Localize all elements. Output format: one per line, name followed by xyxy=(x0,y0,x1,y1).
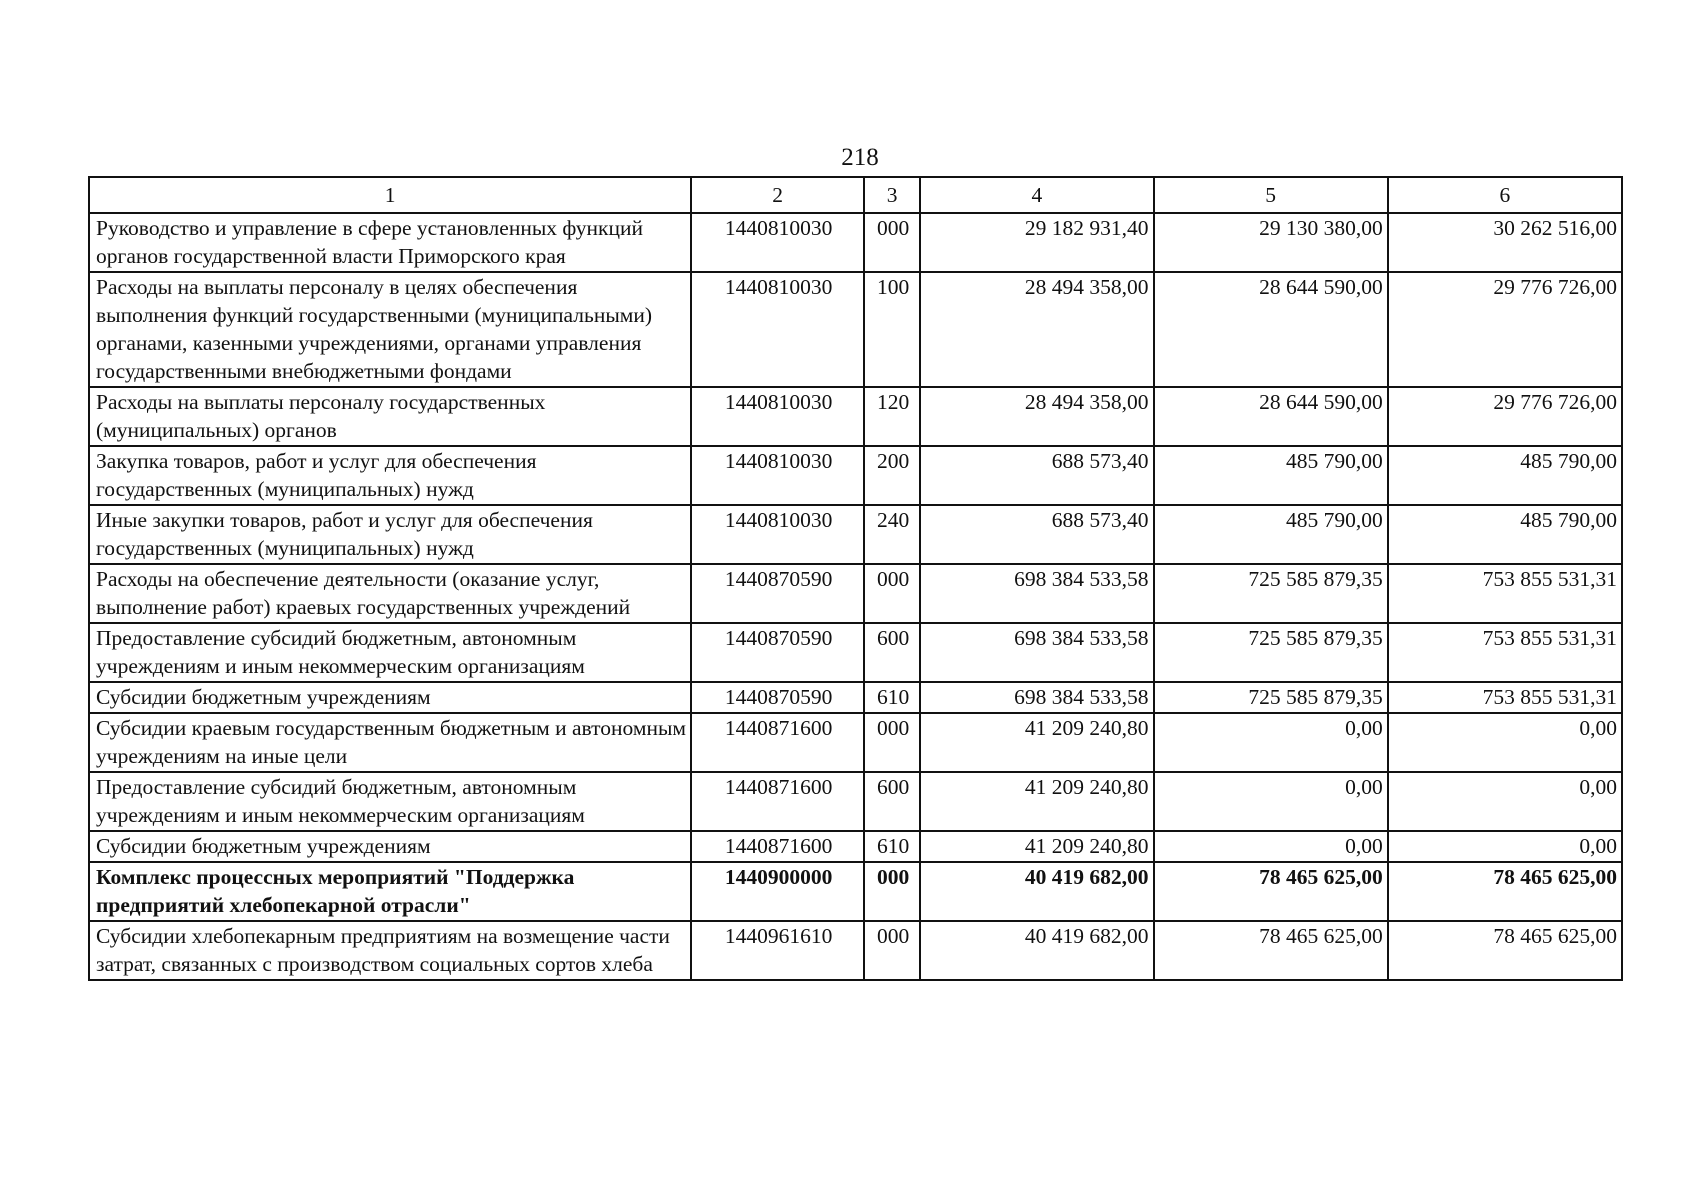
column-header: 6 xyxy=(1388,177,1622,213)
row-amount-3-cell: 78 465 625,00 xyxy=(1388,862,1622,921)
row-amount-1-cell: 41 209 240,80 xyxy=(920,772,1153,831)
row-amount-3-cell: 753 855 531,31 xyxy=(1388,682,1622,713)
row-amount-3-cell: 30 262 516,00 xyxy=(1388,213,1622,272)
row-amount-3-cell: 0,00 xyxy=(1388,713,1622,772)
row-expense-type-cell: 200 xyxy=(864,446,920,505)
row-name-cell: Закупка товаров, работ и услуг для обеспечения государственных (муниципальных) нужд xyxy=(89,446,691,505)
row-amount-1-cell: 41 209 240,80 xyxy=(920,713,1153,772)
table-row xyxy=(89,564,1622,623)
row-name-cell: Руководство и управление в сфере установленных функций органов государственной власти Приморского края xyxy=(89,213,691,272)
row-expense-type-cell: 000 xyxy=(864,862,920,921)
row-amount-1-cell: 41 209 240,80 xyxy=(920,831,1153,862)
row-amount-2-cell: 0,00 xyxy=(1154,713,1388,772)
row-code-cell: 1440871600 xyxy=(691,831,864,862)
column-header: 3 xyxy=(864,177,920,213)
row-code-cell: 1440870590 xyxy=(691,623,864,682)
table-header-row xyxy=(89,177,1622,213)
row-code-cell: 1440870590 xyxy=(691,564,864,623)
row-amount-1-cell: 688 573,40 xyxy=(920,505,1153,564)
row-code-cell: 1440871600 xyxy=(691,772,864,831)
row-name-cell: Субсидии хлебопекарным предприятиям на возмещение части затрат, связанных с производством социальных сортов хлеба xyxy=(89,921,691,980)
row-name-cell: Субсидии бюджетным учреждениям xyxy=(89,831,691,862)
row-amount-2-cell: 725 585 879,35 xyxy=(1154,623,1388,682)
table-row xyxy=(89,831,1622,862)
row-name-cell: Иные закупки товаров, работ и услуг для обеспечения государственных (муниципальных) нужд xyxy=(89,505,691,564)
table-row xyxy=(89,862,1622,921)
row-expense-type-cell: 000 xyxy=(864,564,920,623)
row-expense-type-cell: 240 xyxy=(864,505,920,564)
row-amount-2-cell: 485 790,00 xyxy=(1154,505,1388,564)
row-amount-2-cell: 0,00 xyxy=(1154,831,1388,862)
row-expense-type-cell: 610 xyxy=(864,682,920,713)
row-code-cell: 1440810030 xyxy=(691,272,864,387)
table-row xyxy=(89,921,1622,980)
row-expense-type-cell: 000 xyxy=(864,713,920,772)
row-amount-1-cell: 698 384 533,58 xyxy=(920,623,1153,682)
row-amount-1-cell: 698 384 533,58 xyxy=(920,682,1153,713)
row-amount-3-cell: 485 790,00 xyxy=(1388,505,1622,564)
row-amount-2-cell: 78 465 625,00 xyxy=(1154,921,1388,980)
row-name-cell: Субсидии краевым государственным бюджетным и автономным учреждениям на иные цели xyxy=(89,713,691,772)
table-row xyxy=(89,446,1622,505)
row-code-cell: 1440810030 xyxy=(691,387,864,446)
row-amount-3-cell: 0,00 xyxy=(1388,831,1622,862)
row-amount-3-cell: 0,00 xyxy=(1388,772,1622,831)
row-amount-2-cell: 485 790,00 xyxy=(1154,446,1388,505)
row-code-cell: 1440810030 xyxy=(691,446,864,505)
row-amount-1-cell: 29 182 931,40 xyxy=(920,213,1153,272)
table-row xyxy=(89,623,1622,682)
table-row xyxy=(89,505,1622,564)
row-code-cell: 1440900000 xyxy=(691,862,864,921)
row-expense-type-cell: 000 xyxy=(864,213,920,272)
table-row xyxy=(89,387,1622,446)
row-expense-type-cell: 100 xyxy=(864,272,920,387)
row-name-cell: Расходы на обеспечение деятельности (оказание услуг, выполнение работ) краевых государственных учреждений xyxy=(89,564,691,623)
row-amount-1-cell: 688 573,40 xyxy=(920,446,1153,505)
row-amount-3-cell: 78 465 625,00 xyxy=(1388,921,1622,980)
row-name-cell: Предоставление субсидий бюджетным, автономным учреждениям и иным некоммерческим организациям xyxy=(89,772,691,831)
row-amount-3-cell: 753 855 531,31 xyxy=(1388,564,1622,623)
table-row xyxy=(89,682,1622,713)
row-name-cell: Субсидии бюджетным учреждениям xyxy=(89,682,691,713)
row-amount-2-cell: 725 585 879,35 xyxy=(1154,682,1388,713)
page-number: 218 xyxy=(841,144,879,171)
row-amount-2-cell: 0,00 xyxy=(1154,772,1388,831)
row-amount-2-cell: 29 130 380,00 xyxy=(1154,213,1388,272)
row-expense-type-cell: 120 xyxy=(864,387,920,446)
row-name-cell: Предоставление субсидий бюджетным, автономным учреждениям и иным некоммерческим организациям xyxy=(89,623,691,682)
row-amount-2-cell: 28 644 590,00 xyxy=(1154,387,1388,446)
row-name-cell: Расходы на выплаты персоналу в целях обеспечения выполнения функций государственными (муниципальными) органами, казенными учреждениями, органами управления государственными внебюджетными фондами xyxy=(89,272,691,387)
row-expense-type-cell: 610 xyxy=(864,831,920,862)
row-amount-3-cell: 485 790,00 xyxy=(1388,446,1622,505)
table-row xyxy=(89,772,1622,831)
table-body xyxy=(89,213,1622,980)
table-row xyxy=(89,713,1622,772)
row-amount-3-cell: 753 855 531,31 xyxy=(1388,623,1622,682)
row-code-cell: 1440871600 xyxy=(691,713,864,772)
table-row xyxy=(89,272,1622,387)
row-expense-type-cell: 600 xyxy=(864,772,920,831)
row-amount-2-cell: 28 644 590,00 xyxy=(1154,272,1388,387)
row-code-cell: 1440810030 xyxy=(691,505,864,564)
row-code-cell: 1440870590 xyxy=(691,682,864,713)
row-code-cell: 1440961610 xyxy=(691,921,864,980)
row-amount-1-cell: 28 494 358,00 xyxy=(920,387,1153,446)
row-name-cell: Комплекс процессных мероприятий "Поддержка предприятий хлебопекарной отрасли" xyxy=(89,862,691,921)
row-code-cell: 1440810030 xyxy=(691,213,864,272)
row-amount-3-cell: 29 776 726,00 xyxy=(1388,387,1622,446)
table-row xyxy=(89,213,1622,272)
column-header: 1 xyxy=(89,177,691,213)
row-amount-1-cell: 28 494 358,00 xyxy=(920,272,1153,387)
row-amount-2-cell: 725 585 879,35 xyxy=(1154,564,1388,623)
row-amount-3-cell: 29 776 726,00 xyxy=(1388,272,1622,387)
row-amount-1-cell: 40 419 682,00 xyxy=(920,921,1153,980)
row-expense-type-cell: 600 xyxy=(864,623,920,682)
row-expense-type-cell: 000 xyxy=(864,921,920,980)
row-amount-1-cell: 40 419 682,00 xyxy=(920,862,1153,921)
row-amount-2-cell: 78 465 625,00 xyxy=(1154,862,1388,921)
row-name-cell: Расходы на выплаты персоналу государственных (муниципальных) органов xyxy=(89,387,691,446)
column-header: 2 xyxy=(691,177,864,213)
column-header: 5 xyxy=(1154,177,1388,213)
budget-table xyxy=(88,176,1623,981)
column-header: 4 xyxy=(920,177,1153,213)
row-amount-1-cell: 698 384 533,58 xyxy=(920,564,1153,623)
